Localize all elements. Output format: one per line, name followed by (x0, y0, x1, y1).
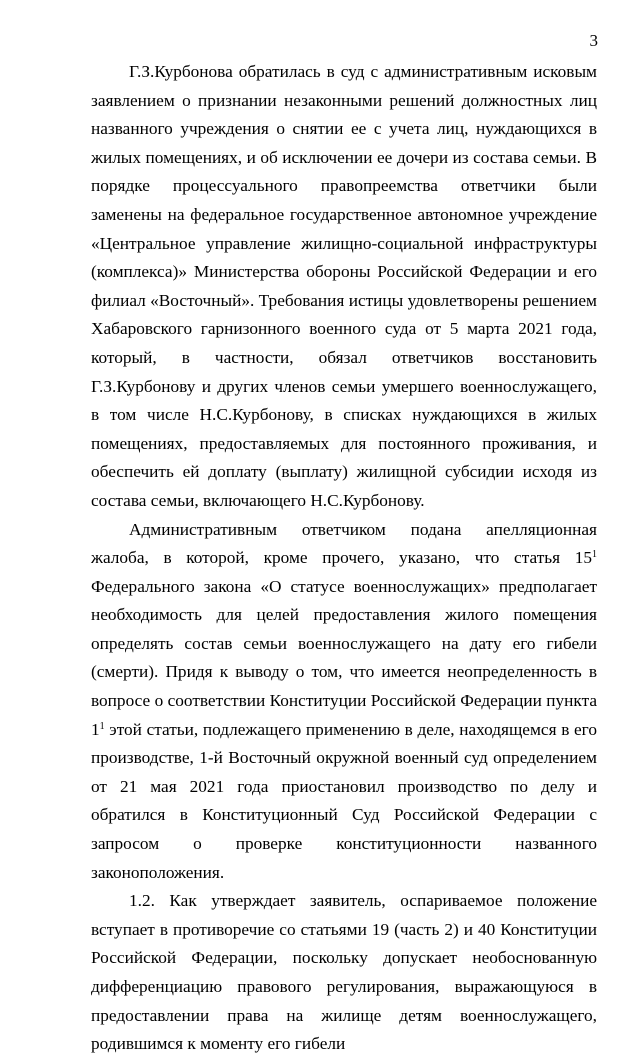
paragraph-2-part-2: Федерального закона «О статусе военнослужащих» предполагает необходимость для целей предоставления жилого помещения определять состав семьи военнослужащего на дату его гибели (смерти). Придя к выводу о том, что имеется неопределенность в вопросе о соответствии Конституции Российской Федерации пункта 1 (91, 576, 597, 739)
superscript-clause-number: 1 (99, 720, 105, 732)
paragraph-2 (91, 516, 597, 888)
paragraph-2-part-3: этой статьи, подлежащего применению в деле, находящемся в его производстве, 1-й Восточный окружной военный суд определением от 21 мая 2021 года приостановил производство по делу и обратился в Конституционный Суд Российской Федерации с запросом о проверке конституционности названного законоположения. (91, 719, 597, 882)
paragraph-2-part-1: Административным ответчиком подана апелляционная жалоба, в которой, кроме прочего, указано, что статья 15 (91, 519, 597, 568)
paragraph-3: 1.2. Как утверждает заявитель, оспариваемое положение вступает в противоречие со статьями 19 (часть 2) и 40 Конституции Российской Федерации, поскольку допускает необоснованную дифференциацию правового регулирования, выражающуюся в предоставлении права на жилище детям военнослужащего, родившимся к моменту его гибели (91, 891, 597, 1054)
page-number: 3 (589, 31, 598, 50)
superscript-article-number: 1 (592, 549, 597, 561)
document-body (91, 58, 597, 1059)
paragraph-1: Г.З.Курбонова обратилась в суд с административным исковым заявлением о признании незаконными решений должностных лиц названного учреждения о снятии ее с учета лиц, нуждающихся в жилых помещениях, и об исключении ее дочери из состава семьи. В порядке процессуального правопреемства ответчики были заменены на федеральное государственное автономное учреждение «Центральное управление жилищно-социальной инфраструктуры (комплекса)» Министерства обороны Российской Федерации и его филиал «Восточный». Требования истицы удовлетворены решением Хабаровского гарнизонного военного суда от 5 марта 2021 года, который, в частности, обязал ответчиков восстановить Г.З.Курбонову и других членов семьи умершего военнослужащего, в том числе Н.С.Курбонову, в списках нуждающихся в жилых помещениях, предоставляемых для постоянного проживания, и обеспечить ей доплату (выплату) жилищной субсидии исходя из состава семьи, включающего Н.С.Курбонову. (91, 62, 597, 510)
